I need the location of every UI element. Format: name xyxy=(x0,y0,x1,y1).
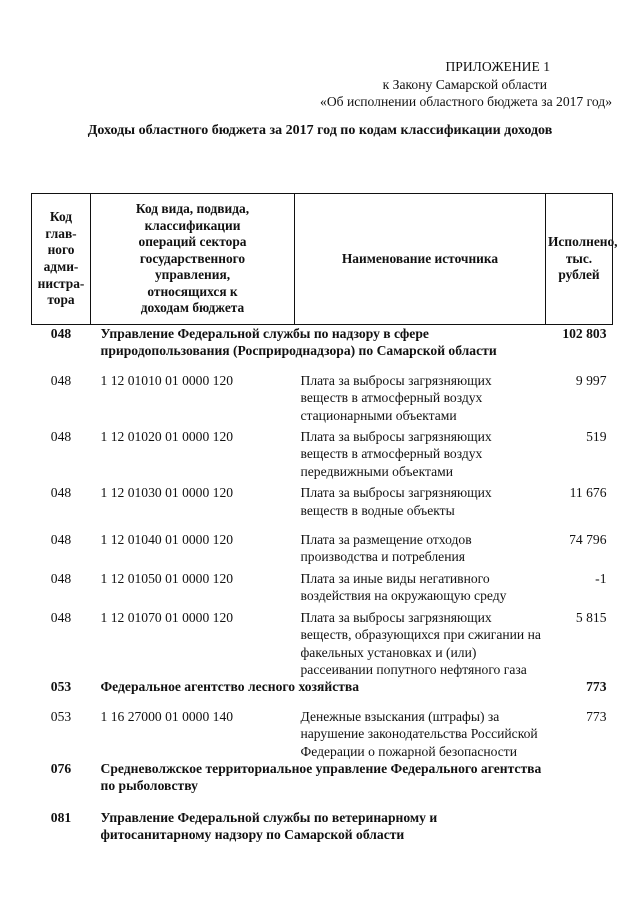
row-name: Плата за выбросы загрязняющих веществ в атмосферный воздух передвижными объектами xyxy=(300,429,492,479)
row-code: 048 xyxy=(50,570,72,586)
row-code: 048 xyxy=(50,429,72,445)
row-amount: 9 997 xyxy=(575,372,607,388)
header-row xyxy=(32,194,613,325)
row-code: 048 xyxy=(50,372,72,388)
row-amount: 5 815 xyxy=(575,609,607,625)
group-amount xyxy=(546,760,613,795)
table-body xyxy=(32,325,613,844)
group-code: 076 xyxy=(50,760,72,776)
group-amount: 773 xyxy=(586,679,607,695)
row-amount: 11 676 xyxy=(569,485,607,501)
row-kbk: 1 12 01010 01 0000 120 xyxy=(100,372,234,388)
row-name: Денежные взыскания (штрафы) за нарушение законодательства Российской Федерации о пожарной безопасности xyxy=(300,708,538,759)
row-code: 053 xyxy=(50,708,72,724)
group-name: Управление Федеральной службы по ветеринарному и фитосанитарному надзору по Самарской области xyxy=(100,809,438,843)
group-code: 053 xyxy=(50,679,72,695)
row-name: Плата за размещение отходов производства и потребления xyxy=(300,532,472,565)
row-name: Плата за выбросы загрязняющих веществ в атмосферный воздух стационарными объектами xyxy=(300,372,492,423)
header-source-name: Наименование источника xyxy=(295,194,546,325)
group-name: Средневолжское территориальное управление Федерального агентства по рыболовству xyxy=(100,760,542,794)
table-row xyxy=(32,480,613,519)
row-code: 048 xyxy=(50,532,72,548)
row-amount: 773 xyxy=(586,708,607,724)
row-amount: 519 xyxy=(586,429,607,445)
group-amount: 102 803 xyxy=(562,326,607,341)
group-code: 081 xyxy=(50,809,72,825)
group-row xyxy=(32,760,613,795)
row-code: 048 xyxy=(50,609,72,625)
row-name: Плата за выбросы загрязняющих веществ, образующихся при сжигании на факельных установках и (или) рассеивании попутного нефтяного газа xyxy=(300,609,541,677)
row-kbk: 1 12 01040 01 0000 120 xyxy=(100,532,234,548)
table-row xyxy=(32,605,613,679)
header-admin-code: Код глав- ного адми- нистра- тора xyxy=(32,194,91,325)
table-header xyxy=(32,194,618,325)
group-amount xyxy=(546,795,613,844)
income-table xyxy=(31,193,618,844)
table-row xyxy=(32,519,613,566)
appendix-number: ПРИЛОЖЕНИЕ 1 xyxy=(445,59,550,74)
group-name: Федеральное агентство лесного хозяйства xyxy=(100,679,360,695)
row-amount: 74 796 xyxy=(569,532,607,548)
row-kbk: 1 12 01030 01 0000 120 xyxy=(100,485,234,501)
appendix-law-title: «Об исполнении областного бюджета за 2017 год» xyxy=(320,94,612,109)
table-row xyxy=(32,696,613,760)
row-kbk: 1 12 01020 01 0000 120 xyxy=(100,429,234,445)
group-code: 048 xyxy=(50,326,72,341)
header-kbk: Код вида, подвида, классификации операций сектора государственного управления, относящихся к доходам бюджета xyxy=(91,194,295,325)
header-executed: Исполнено, тыс. рублей xyxy=(546,194,613,325)
group-row xyxy=(32,678,613,695)
row-name: Плата за иные виды негативного воздействия на окружающую среду xyxy=(300,570,507,604)
row-kbk: 1 12 01070 01 0000 120 xyxy=(100,609,234,625)
income-table-container xyxy=(31,193,618,844)
row-amount: -1 xyxy=(595,570,607,586)
group-name: Управление Федеральной службы по надзору в сфере природопользования (Росприроднадзора) по Самарской области xyxy=(100,326,497,359)
table-row xyxy=(32,360,613,424)
document-title: Доходы областного бюджета за 2017 год по кодам классификации доходов xyxy=(87,123,553,138)
group-row xyxy=(32,325,613,360)
appendix-law-reference: к Закону Самарской области xyxy=(382,76,547,92)
appendix-header xyxy=(282,58,612,111)
table-row xyxy=(32,566,613,605)
group-row xyxy=(32,795,613,844)
row-kbk: 1 12 01050 01 0000 120 xyxy=(100,570,234,586)
row-name: Плата за выбросы загрязняющих веществ в водные объекты xyxy=(300,485,492,518)
row-code: 048 xyxy=(50,485,72,501)
table-row xyxy=(32,424,613,480)
row-kbk: 1 16 27000 01 0000 140 xyxy=(100,708,234,724)
